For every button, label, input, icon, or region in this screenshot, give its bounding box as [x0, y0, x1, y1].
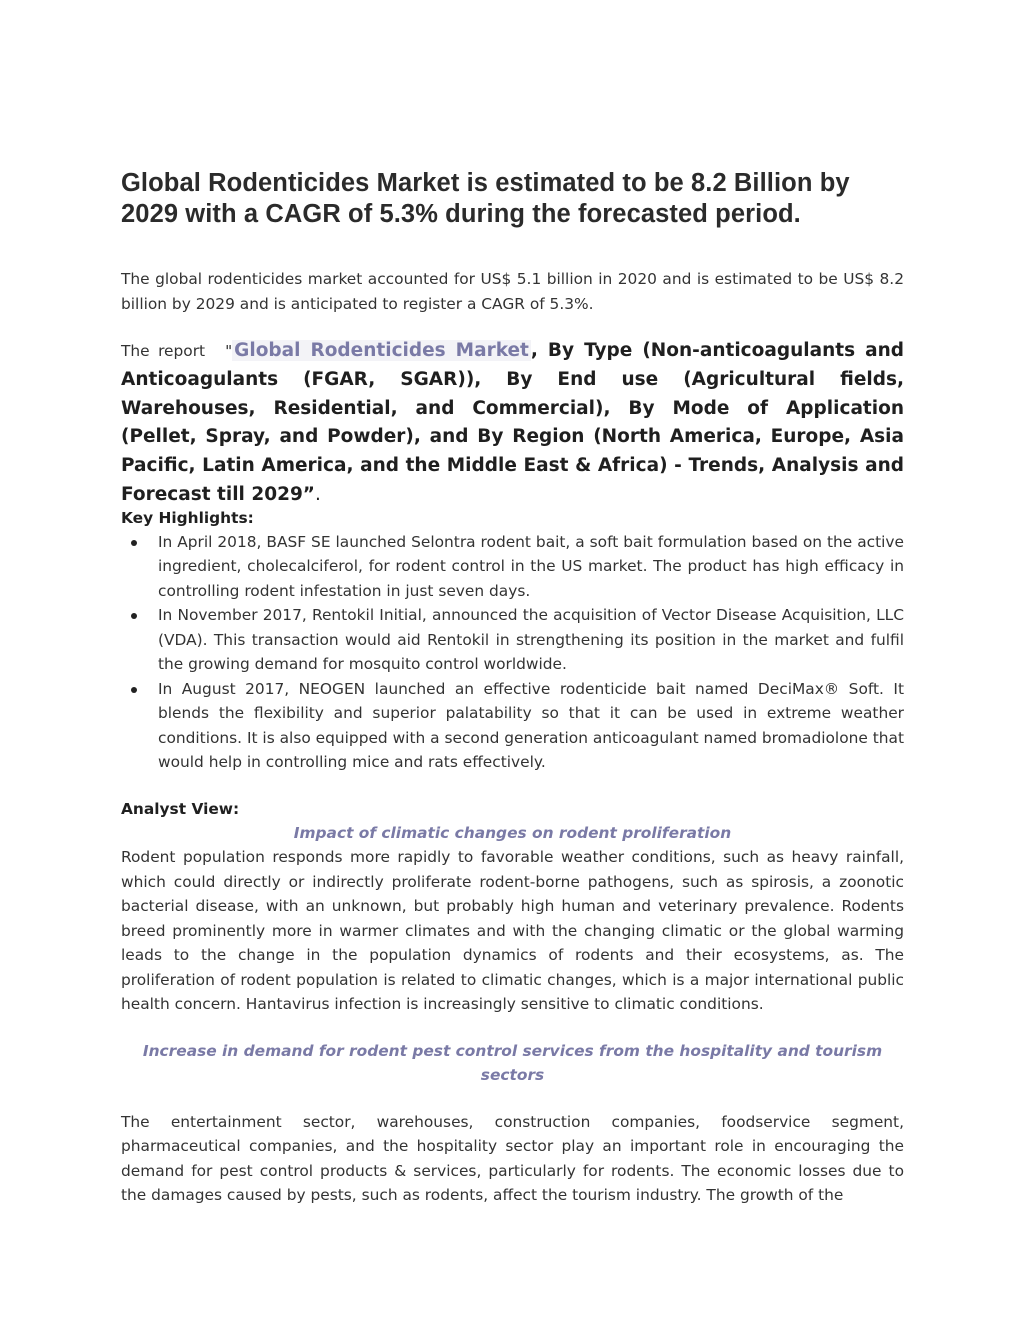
bullet-icon: [131, 687, 137, 693]
market-link[interactable]: Global Rodenticides Market: [234, 340, 529, 361]
report-description: , By Type (Non-anticoagulants and Anticoagulants (FGAR, SGAR)), By End use (Agricultural fields, Warehouses, Residential, and Commercial), By Mode of Application (Pellet, Spray, and Powder), and By Region (North America, Europe, Asia Pacific, Latin America, and the Middle East & Africa) - Trends, Analysis and Forecast till 2029”: [121, 340, 904, 505]
report-open-quote: ": [225, 342, 233, 360]
key-highlights-label: Key Highlights:: [121, 508, 254, 527]
list-item-text: In November 2017, Rentokil Initial, announced the acquisition of Vector Disease Acquisition, LLC (VDA). This transaction would aid Rentokil in strengthening its position in the market and fulfil the growing demand for mosquito control worldwide.: [158, 606, 904, 674]
report-end-punctuation: .: [314, 483, 321, 505]
bullet-icon: [131, 613, 137, 619]
subheading-pest-control-demand: Increase in demand for rodent pest control services from the hospitality and tourism sectors: [142, 1041, 883, 1085]
list-item: [158, 530, 904, 604]
intro-paragraph: The global rodenticides market accounted for US$ 5.1 billion in 2020 and is estimated to be US$ 8.2 billion by 2029 and is anticipated to register a CAGR of 5.3%.: [121, 270, 904, 313]
list-item: [158, 677, 904, 775]
report-title-paragraph: [121, 337, 904, 510]
bullet-icon: [131, 540, 137, 546]
subheading-climatic-impact: Impact of climatic changes on rodent proliferation: [293, 823, 732, 842]
report-prefix: The report: [121, 342, 206, 360]
pest-control-demand-paragraph: The entertainment sector, warehouses, construction companies, foodservice segment, pharmaceutical companies, and the hospitality sector play an important role in encouraging the demand for pest control products & services, particularly for rodents. The economic losses due to the damages caused by pests, such as rodents, affect the tourism industry. The growth of the: [121, 1112, 904, 1205]
analyst-view-label: Analyst View:: [121, 799, 240, 818]
document-page: [121, 168, 904, 1208]
climatic-impact-paragraph: Rodent population responds more rapidly to favorable weather conditions, such as heavy rainfall, which could directly or indirectly proliferate rodent-borne pathogens, such as spirosis, a zoonotic bacterial disease, with an unknown, but probably high human and veterinary prevalence. Rodents breed prominently more in warmer climates and with the changing climatic or the global warming leads to the change in the population dynamics of rodents and their ecosystems, as. The proliferation of rodent population is related to climatic changes, which is a major international public health concern. Hantavirus infection is increasingly sensitive to climatic conditions.: [121, 848, 904, 1014]
list-item-text: In April 2018, BASF SE launched Selontra rodent bait, a soft bait formulation based on the active ingredient, cholecalciferol, for rodent control in the US market. The product has high efficacy in controlling rodent infestation in just seven days.: [158, 532, 904, 600]
page-title: Global Rodenticides Market is estimated to be 8.2 Billion by 2029 with a CAGR of 5.3% during the forecasted period.: [121, 169, 850, 228]
key-highlights-list: [121, 530, 904, 775]
list-item: [158, 603, 904, 677]
list-item-text: In August 2017, NEOGEN launched an effective rodenticide bait named DeciMax® Soft. It blends the flexibility and superior palatability so that it can be used in extreme weather conditions. It is also equipped with a second generation anticoagulant named bromadiolone that would help in controlling mice and rats effectively.: [158, 679, 904, 772]
